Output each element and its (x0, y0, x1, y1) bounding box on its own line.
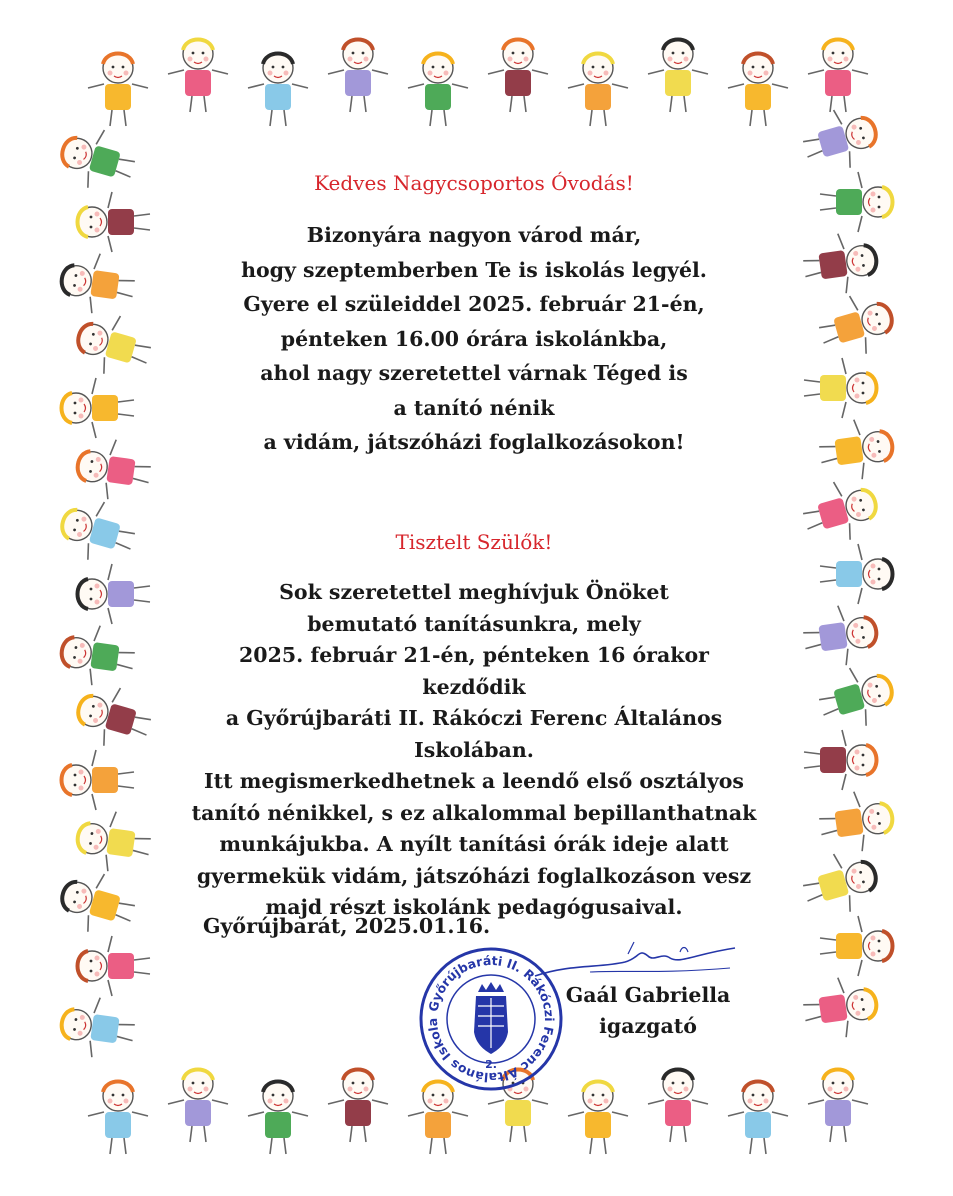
child-figure (168, 1069, 228, 1142)
child-figure (61, 750, 134, 810)
child-figure (648, 1069, 708, 1142)
child-figure (88, 1081, 148, 1154)
child-figure (804, 358, 877, 418)
signer-title: igazgató (599, 1014, 697, 1038)
invite-text (190, 218, 758, 460)
child-figure (820, 544, 893, 604)
parents-line: kezdődik (422, 674, 526, 699)
child-figure (568, 1081, 628, 1154)
child-figure (728, 1081, 788, 1154)
child-figure (328, 39, 388, 112)
child-figure (816, 415, 897, 485)
child-figure (77, 192, 150, 252)
child-figure (813, 658, 900, 736)
signer-block (548, 980, 748, 1042)
parents-line: 2025. február 21-én, pénteken 16 órakor (239, 643, 709, 667)
parents-line: munkájukba. A nyílt tanítási órák ideje alatt (219, 832, 729, 856)
place-date: Győrújbarát, 2025.01.16. (203, 914, 491, 938)
school-stamp (416, 944, 566, 1094)
stamp-text: Győrújbaráti II. Rákóczi Ferenc Általános Iskola (424, 952, 558, 1086)
invite-line: pénteken 16.00 órára iskolánkba, (280, 326, 668, 351)
child-figure (800, 229, 881, 299)
parents-line: a Győrújbaráti II. Rákóczi Ferenc Általános (225, 706, 723, 730)
parents-line: Sok szeretettel meghívjuk Önöket (279, 580, 669, 604)
child-figure (57, 249, 138, 319)
invite-line: Bizonyára nagyon várod már, (306, 223, 642, 247)
child-figure (248, 53, 308, 126)
child-figure (54, 492, 141, 570)
invite-line: a vidám, játszóházi foglalkozásokon! (263, 430, 685, 454)
stamp-number: 2. (485, 1058, 497, 1071)
invite-line: ahol nagy szeretettel várnak Téged is (260, 361, 688, 385)
child-figure (73, 435, 154, 505)
child-figure (168, 39, 228, 112)
child-figure (54, 120, 141, 198)
child-figure (800, 973, 881, 1043)
greeting-children: Kedves Nagycsoportos Óvodás! (314, 171, 634, 195)
child-figure (57, 621, 138, 691)
parents-line: Itt megismerkedhetnek a leendő első osztályos (204, 769, 744, 793)
signer-name: Gaál Gabriella (565, 983, 731, 1007)
child-figure (820, 916, 893, 976)
child-figure (813, 286, 900, 364)
child-figure (54, 864, 141, 942)
parents-line: majd részt iskolánk pedagógusaival. (265, 895, 683, 919)
invite-line: hogy szeptemberben Te is iskolás legyél. (241, 257, 707, 282)
child-figure (648, 39, 708, 112)
child-figure (488, 39, 548, 112)
child-figure (61, 378, 134, 438)
child-figure (57, 993, 138, 1063)
greeting-parents: Tisztelt Szülők! (395, 530, 553, 554)
child-figure (808, 39, 868, 112)
parents-text (190, 577, 758, 924)
child-figure (70, 678, 157, 756)
child-figure (70, 306, 157, 384)
invite-line: Gyere el szüleiddel 2025. február 21-én, (243, 292, 705, 316)
invite-line: a tanító nénik (393, 395, 555, 420)
child-figure (797, 844, 884, 922)
child-figure (797, 472, 884, 550)
child-figure (77, 936, 150, 996)
child-figure (248, 1081, 308, 1154)
child-figure (808, 1069, 868, 1142)
child-figure (797, 100, 884, 178)
child-figure (820, 172, 893, 232)
child-figure (408, 53, 468, 126)
child-figure (804, 730, 877, 790)
parents-line: bemutató tanításunkra, mely (307, 611, 641, 636)
child-figure (816, 787, 897, 857)
child-figure (73, 807, 154, 877)
child-figure (328, 1069, 388, 1142)
child-figure (77, 564, 150, 624)
parents-line: Iskolában. (414, 737, 534, 762)
child-figure (88, 53, 148, 126)
child-figure (568, 53, 628, 126)
parents-line: gyermekük vidám, játszóházi foglalkozáson vesz (196, 863, 752, 888)
parents-line: tanító nénikkel, s ez alkalommal bepillanthatnak (191, 800, 757, 825)
child-figure (728, 53, 788, 126)
child-figure (800, 601, 881, 671)
